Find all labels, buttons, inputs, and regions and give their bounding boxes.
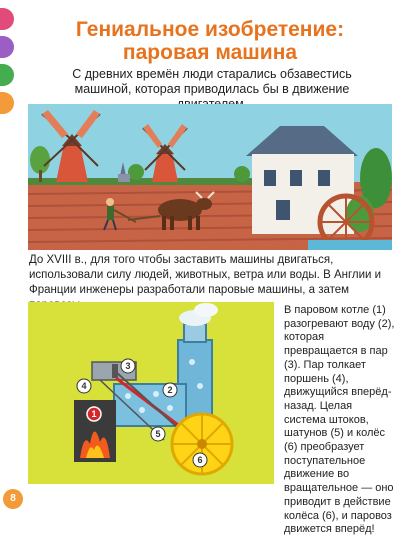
steam-engine-diagram — [28, 302, 274, 484]
section-tab-pink[interactable] — [0, 8, 14, 30]
section-tab-purple[interactable] — [0, 36, 14, 58]
countryside-illustration — [28, 104, 392, 250]
section-tab-green[interactable] — [0, 64, 14, 86]
diagram-label-4: 4 — [81, 381, 87, 391]
diagram-label-3: 3 — [125, 361, 131, 371]
title-line-2: паровая машина — [122, 41, 298, 64]
title-line-1: Гениальное изобретение: — [75, 18, 345, 41]
diagram-label-2: 2 — [167, 385, 173, 395]
section-tab-orange[interactable] — [0, 92, 14, 114]
history-paragraph: До XVIII в., для того чтобы заставить машины двигаться, использовали силу людей, животных, ветра или воды. В Англии и Франции инженеры разработали паровые машины, а затем — [29, 254, 382, 296]
diagram-label-1: 1 — [91, 409, 97, 419]
diagram-label-6: 6 — [197, 455, 203, 465]
page-title — [40, 18, 380, 64]
intro-text: С древних времён люди старались обзавестись машиной, которая приводилась бы в движение — [72, 67, 352, 96]
diagram-label-5: 5 — [155, 429, 161, 439]
page-number: 8 — [3, 489, 23, 509]
steam-engine-description: В паровом котле (1) разогревают воду (2), которая превращается в пар (3). Пар толкает поршень (4), движущийся вперёд-назад. Целая система штоков, шатунов (5) и колёс (6) преобразует поступательное движение во вращательное — оно приводит в действие колёса (6), и паровоз движется вперёд! — [284, 304, 395, 536]
